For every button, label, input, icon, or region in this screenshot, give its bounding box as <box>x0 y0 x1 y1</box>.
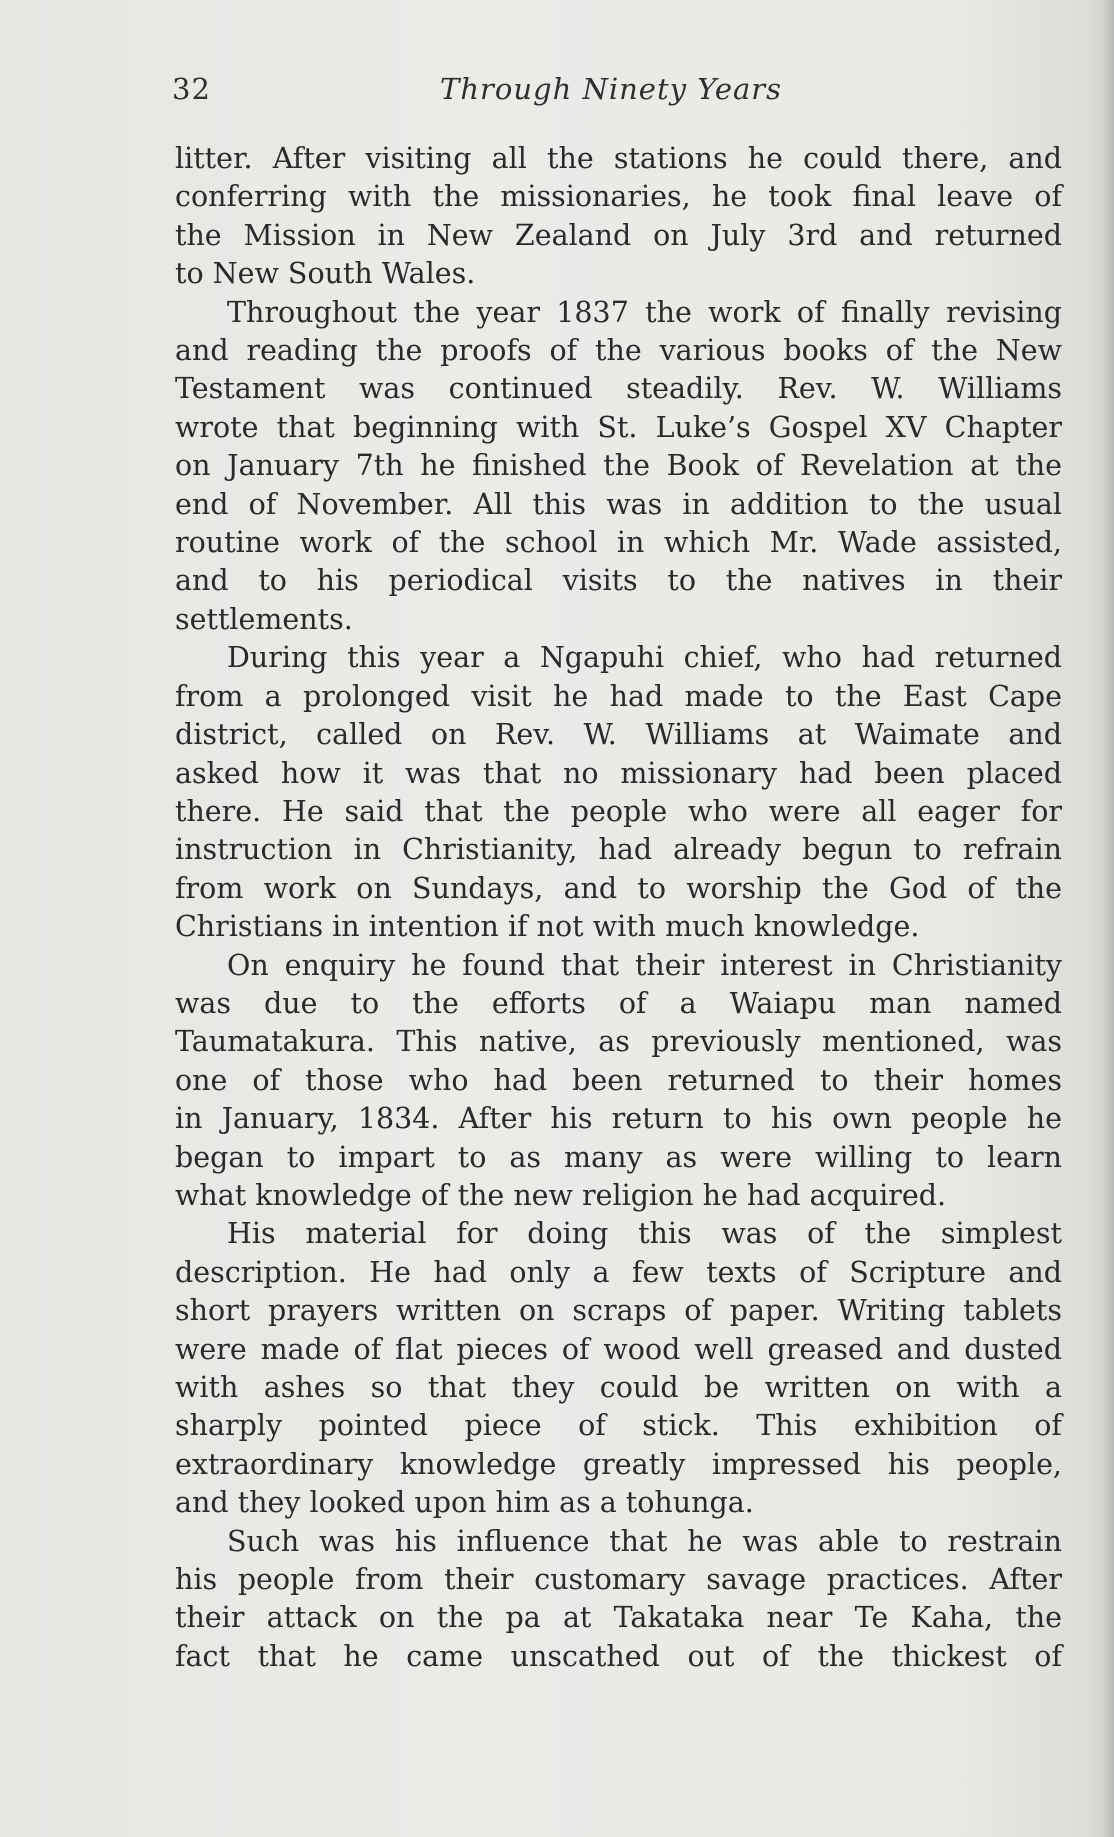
text-line: sharply pointed piece of stick. This exhibition of <box>175 1409 1062 1443</box>
paragraph <box>175 947 1062 1216</box>
text-line: from a prolonged visit he had made to the East Cape <box>175 679 1062 713</box>
text-line: the Mission in New Zealand on July 3rd and returned <box>175 218 1062 252</box>
text-line: routine work of the school in which Mr. Wade assisted, <box>175 526 1062 560</box>
paragraph <box>175 140 1062 294</box>
text-line: extraordinary knowledge greatly impressed his people, <box>175 1447 1062 1481</box>
text-line: in January, 1834. After his return to his own people he <box>175 1102 1062 1136</box>
text-line: During this year a Ngapuhi chief, who had returned <box>227 641 1062 675</box>
text-line: fact that he came unscathed out of the thickest of <box>175 1639 1062 1673</box>
text-line: began to impart to as many as were willing to learn <box>175 1140 1062 1174</box>
text-line: with ashes so that they could be written on with a <box>175 1371 1062 1404</box>
text-line: His material for doing this was of the simplest <box>227 1217 1062 1251</box>
text-line: was due to the efforts of a Waiapu man named <box>175 986 1062 1020</box>
text-line: there. He said that the people who were all eager for <box>175 794 1062 828</box>
text-line: wrote that beginning with St. Luke’s Gospel XV Chapter <box>175 410 1062 444</box>
text-line: on January 7th he finished the Book of Revelation at the <box>175 449 1062 483</box>
text-line: short prayers written on scraps of paper. Writing tablets <box>175 1294 1062 1328</box>
paragraph <box>175 1523 1062 1677</box>
text-line: district, called on Rev. W. Williams at Waimate and <box>175 718 1062 752</box>
text-line: Taumatakura. This native, as previously mentioned, was <box>175 1025 1062 1059</box>
text-line: Throughout the year 1837 the work of finally revising <box>227 295 1062 329</box>
text-line: to New South Wales. <box>175 257 476 291</box>
running-title: Through Ninety Years <box>440 72 783 106</box>
text-line: description. He had only a few texts of Scripture and <box>175 1255 1062 1289</box>
paragraph <box>175 1215 1062 1522</box>
text-line: end of November. All this was in addition to the usual <box>175 487 1062 521</box>
text-line: one of those who had been returned to their homes <box>175 1063 1062 1097</box>
text-line: conferring with the missionaries, he took final leave of <box>175 180 1062 214</box>
text-line: what knowledge of the new religion he had acquired. <box>175 1178 947 1212</box>
text-line: from work on Sundays, and to worship the God of the <box>175 871 1062 905</box>
text-line: Christians in intention if not with much knowledge. <box>175 910 920 944</box>
text-line: Testament was continued steadily. Rev. W. Williams <box>175 372 1062 406</box>
text-line: Such was his influence that he was able to restrain <box>227 1524 1062 1558</box>
text-line: On enquiry he found that their interest in Christianity <box>227 948 1062 982</box>
text-line: litter. After visiting all the stations he could there, and <box>175 142 1062 175</box>
page-edge-shadow <box>1102 0 1114 1837</box>
text-line: were made of flat pieces of wood well greased and dusted <box>175 1332 1062 1366</box>
text-line: settlements. <box>175 602 353 636</box>
page-number: 32 <box>172 72 211 106</box>
body-text <box>175 140 1062 1676</box>
text-line: his people from their customary savage practices. After <box>175 1563 1062 1597</box>
running-head <box>172 72 1062 112</box>
paragraph <box>175 639 1062 946</box>
text-line: and to his periodical visits to the natives in their <box>175 564 1062 598</box>
text-line: and they looked upon him as a tohunga. <box>175 1486 754 1520</box>
text-line: their attack on the pa at Takataka near Te Kaha, the <box>175 1601 1062 1635</box>
text-line: asked how it was that no missionary had been placed <box>175 756 1062 790</box>
paragraph <box>175 294 1062 640</box>
text-line: and reading the proofs of the various books of the New <box>175 334 1062 368</box>
text-line: instruction in Christianity, had already begun to refrain <box>175 833 1062 867</box>
